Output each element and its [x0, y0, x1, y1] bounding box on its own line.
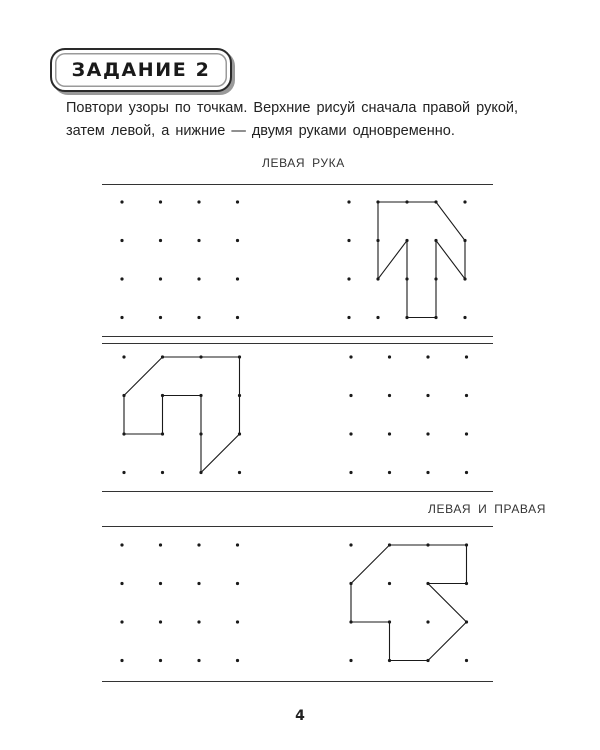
grid-dot [349, 582, 352, 585]
grid-dot [120, 200, 123, 203]
grid-dot [388, 471, 391, 474]
grid-dot [388, 543, 391, 546]
grid-dot [159, 620, 162, 623]
grid-dot [426, 659, 429, 662]
pattern-grid [122, 355, 241, 474]
grid-dot [349, 432, 352, 435]
grid-dot [159, 543, 162, 546]
grid-dot [347, 239, 350, 242]
grid-dot [376, 277, 379, 280]
grid-dot [388, 432, 391, 435]
grid-dot [236, 239, 239, 242]
grid-dot [159, 582, 162, 585]
grid-dot [238, 394, 241, 397]
grid-dot [236, 200, 239, 203]
grid-dot [465, 659, 468, 662]
grid-dot [238, 471, 241, 474]
grid-dot [197, 316, 200, 319]
grid-dot [388, 659, 391, 662]
grid-dot [238, 432, 241, 435]
grid-dot [465, 620, 468, 623]
empty-dot-grid [349, 355, 468, 474]
grid-dot [120, 659, 123, 662]
grid-dot [465, 394, 468, 397]
grid-dot [159, 659, 162, 662]
grid-dot [465, 471, 468, 474]
grid-dot [122, 394, 125, 397]
grid-dot [236, 582, 239, 585]
grid-dot [349, 355, 352, 358]
grid-dot [405, 239, 408, 242]
grid-dot [349, 394, 352, 397]
grid-dot [236, 543, 239, 546]
grid-dot [426, 582, 429, 585]
grid-dot [197, 200, 200, 203]
grid-dot [199, 394, 202, 397]
grid-dot [426, 355, 429, 358]
grid-dot [465, 432, 468, 435]
grid-dot [349, 620, 352, 623]
grid-dot [236, 277, 239, 280]
pattern-shape-hook-down-left [124, 357, 240, 473]
grid-dot [120, 239, 123, 242]
grid-dot [161, 355, 164, 358]
grid-dot [161, 471, 164, 474]
grid-dot [120, 277, 123, 280]
grid-dot [463, 316, 466, 319]
page-number: 4 [295, 708, 305, 724]
pattern-grid [349, 543, 468, 662]
grid-dot [236, 316, 239, 319]
grid-dot [347, 277, 350, 280]
grid-dot [376, 200, 379, 203]
instructions-line-2: затем левой, а нижние — двумя руками одновременно. [66, 123, 455, 139]
grid-dot [426, 432, 429, 435]
grid-dot [426, 620, 429, 623]
grid-dot [463, 239, 466, 242]
grid-dot [434, 200, 437, 203]
grid-dot [347, 316, 350, 319]
grid-dot [122, 355, 125, 358]
pattern-shape-arrow-up [378, 202, 465, 318]
pattern-shape-arrow-up-left [351, 545, 467, 661]
grid-dot [120, 582, 123, 585]
grid-dot [236, 659, 239, 662]
grid-dot [349, 659, 352, 662]
grid-dot [197, 543, 200, 546]
grid-dot [349, 471, 352, 474]
grid-dot [465, 543, 468, 546]
grid-dot [347, 200, 350, 203]
grid-dot [120, 543, 123, 546]
instructions-line-1: Повтори узоры по точкам. Верхние рисуй сначала правой рукой, [66, 100, 519, 116]
grid-dot [122, 432, 125, 435]
grid-dot [120, 316, 123, 319]
grid-dot [463, 200, 466, 203]
grid-dot [161, 432, 164, 435]
grid-dot [159, 239, 162, 242]
grid-dot [388, 620, 391, 623]
grid-dot [434, 277, 437, 280]
label-left-hand: ЛЕВАЯ РУКА [262, 156, 345, 170]
grid-dot [349, 543, 352, 546]
grid-dot [197, 620, 200, 623]
grid-dot [463, 277, 466, 280]
grid-dot [426, 471, 429, 474]
grid-dot [197, 277, 200, 280]
grid-dot [161, 394, 164, 397]
grid-dot [426, 394, 429, 397]
grid-dot [236, 620, 239, 623]
grid-dot [405, 200, 408, 203]
grid-dot [199, 432, 202, 435]
grid-dot [197, 659, 200, 662]
grid-dot [434, 316, 437, 319]
pattern-grid [347, 200, 466, 319]
task-title: ЗАДАНИЕ 2 [71, 59, 211, 81]
grid-dot [405, 316, 408, 319]
grid-dot [405, 277, 408, 280]
grid-dot [120, 620, 123, 623]
grid-dot [376, 316, 379, 319]
empty-dot-grid [120, 543, 239, 662]
label-left-and-right: ЛЕВАЯ И ПРАВАЯ [428, 502, 546, 516]
grid-dot [388, 394, 391, 397]
grid-dot [434, 239, 437, 242]
grid-dot [376, 239, 379, 242]
grid-dot [465, 355, 468, 358]
grid-dot [197, 239, 200, 242]
grid-dot [426, 543, 429, 546]
grid-dot [159, 200, 162, 203]
grid-dot [199, 471, 202, 474]
grid-dot [197, 582, 200, 585]
grid-dot [238, 355, 241, 358]
grid-dot [122, 471, 125, 474]
grid-dot [159, 277, 162, 280]
empty-dot-grid [120, 200, 239, 319]
grid-dot [199, 355, 202, 358]
grid-dot [388, 355, 391, 358]
grid-dot [465, 582, 468, 585]
grid-dot [159, 316, 162, 319]
grid-dot [388, 582, 391, 585]
